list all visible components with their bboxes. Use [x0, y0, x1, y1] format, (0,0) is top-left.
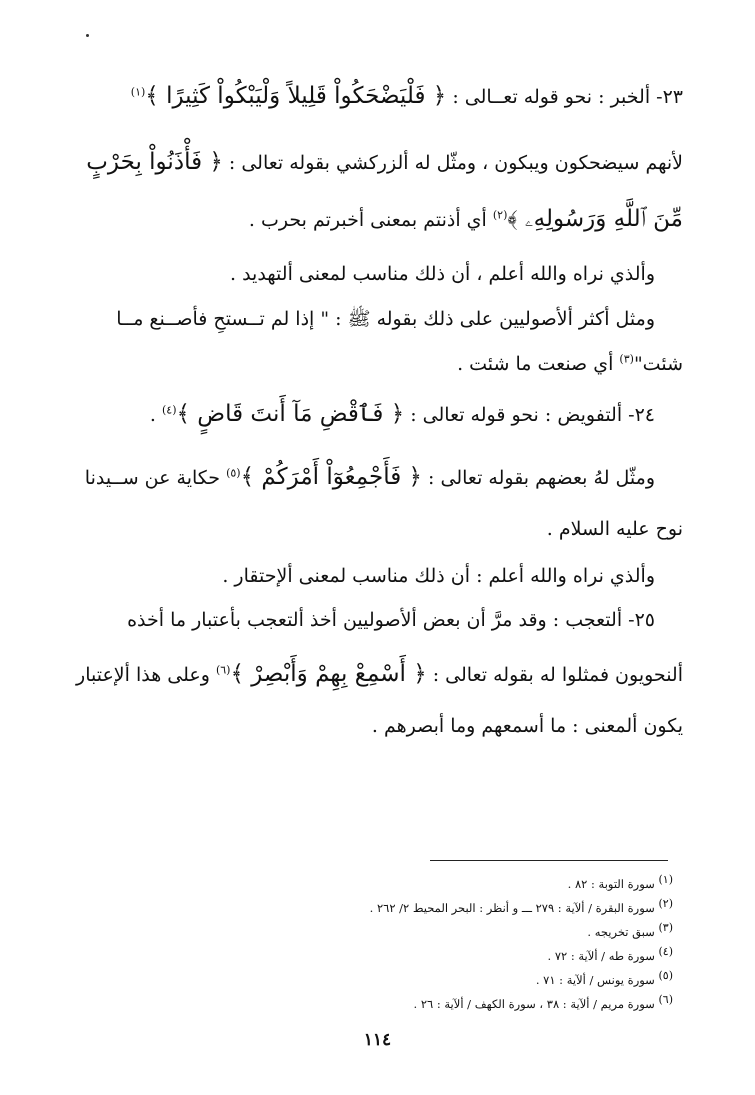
footnote-1 — [567, 873, 673, 892]
body-line-1 — [131, 82, 683, 111]
line-text: ومثّل لهُ بعضهم بقوله تعالى : — [422, 467, 655, 489]
footnote-separator — [430, 860, 668, 861]
body-line-10 — [222, 562, 655, 590]
line-text-after: وعلى هذا ألإعتبار — [76, 664, 216, 686]
line-text: لأنهم سيضحكون ويبكون ، ومثّل له ألزركشي بقوله تعالى : — [222, 152, 683, 174]
footnote-text: سورة التوبة : ٨٢ . — [567, 877, 655, 891]
quran-quote: ﴿ فَلْيَضْحَكُواْ قَلِيلاً وَلْيَبْكُواْ كَثِيرًا ﴾ — [145, 83, 447, 109]
footnote-3 — [587, 921, 673, 940]
body-line-3 — [249, 205, 683, 234]
body-line-13 — [372, 712, 683, 740]
line-text: ٢٤- ألتفويض : نحو قوله تعالى : — [404, 404, 655, 426]
page-number: ١١٤ — [363, 1030, 392, 1050]
footnote-text: سورة طه / ألآية : ٧٢ . — [547, 949, 655, 963]
line-text: يكون ألمعنى : ما أسمعهم وما أبصرهم . — [371, 715, 683, 737]
quran-quote: ﴿ أَسْمِعْ بِهِمْ وَأَبْصِرْ ﴾ — [230, 661, 427, 687]
line-text: ٢٣- ألخبر : نحو قوله تعــالى : — [446, 86, 683, 108]
footnote-ref: (٤) — [161, 403, 177, 417]
footnote-number: (٦) — [658, 993, 673, 1007]
footnote-ref: (٦) — [215, 663, 231, 677]
body-line-11 — [127, 606, 655, 634]
footnote-text: سورة البقرة / ألآية : ٢٧٩ ـــ و أنظر : البحر المحيط ٢/ ٢٦٢ . — [369, 901, 655, 915]
line-text-after: أي أذنتم بمعنى أخبرتم بحرب . — [248, 209, 493, 231]
footnote-4 — [547, 945, 673, 964]
footnote-number: (٥) — [658, 969, 673, 983]
footnote-ref: (٣) — [619, 352, 634, 366]
footnote-ref: (٥) — [226, 466, 241, 480]
footnote-ref: (٢) — [492, 208, 508, 222]
quran-quote: ﴿ فَٱقْضِ مَآ أَنتَ قَاضٍ ﴾ — [176, 401, 405, 427]
footnote-number: (٢) — [658, 897, 673, 911]
quran-quote: ﴿ فَأْذَنُواْ بِحَرْبٍ — [86, 149, 223, 175]
body-line-4 — [230, 260, 655, 288]
scan-speck — [86, 34, 89, 37]
line-text: نوح عليه السلام . — [546, 518, 683, 540]
line-text-after: حكاية عن ســيدنا — [84, 467, 227, 489]
line-text: ومثل أكثر ألأصوليين على ذلك بقوله ﷺ : " إذا لم تــستحِ فأصــنع مــا — [116, 308, 655, 330]
line-text: وألذي نراه والله أعلم ، أن ذلك مناسب لمعنى ألتهديد . — [229, 263, 655, 285]
body-line-7 — [150, 400, 655, 429]
line-text: ألنحويون فمثلوا له بقوله تعالى : — [426, 664, 683, 686]
body-line-5 — [116, 305, 655, 333]
line-text-after: . — [149, 404, 162, 426]
footnote-number: (٤) — [658, 945, 673, 959]
body-line-12 — [76, 660, 683, 689]
footnote-text: سورة مريم / ألآية : ٣٨ ، سورة الكهف / ألآية : ٢٦ . — [413, 997, 655, 1011]
line-text: شئت" — [633, 353, 683, 375]
footnote-ref: (١) — [130, 85, 146, 99]
body-line-8 — [85, 463, 655, 492]
line-text: ٢٥- ألتعجب : وقد مرَّ أن بعض ألأصوليين أخذ ألتعجب بأعتبار ما أخذه — [127, 609, 655, 631]
footnote-number: (٣) — [658, 921, 673, 935]
quran-quote: مِّنَ ٱللَّهِ وَرَسُولِهِۦ ﴾ — [507, 206, 683, 232]
body-line-6 — [457, 350, 683, 378]
footnote-number: (١) — [658, 873, 673, 887]
line-text-after: أي صنعت ما شئت . — [457, 353, 620, 375]
body-line-2 — [86, 148, 683, 177]
footnote-text: سورة يونس / ألآية : ٧١ . — [535, 973, 655, 987]
footnote-text: سبق تخريجه . — [587, 925, 655, 939]
footnote-5 — [535, 969, 673, 988]
footnote-6 — [413, 993, 673, 1012]
footnote-2 — [369, 897, 673, 916]
quran-quote: ﴿ فَأَجْمِعُوٓاْ أَمْرَكُمْ ﴾ — [240, 464, 423, 490]
line-text: وألذي نراه والله أعلم : أن ذلك مناسب لمعنى ألإحتقار . — [222, 565, 655, 587]
body-line-9 — [547, 515, 683, 543]
